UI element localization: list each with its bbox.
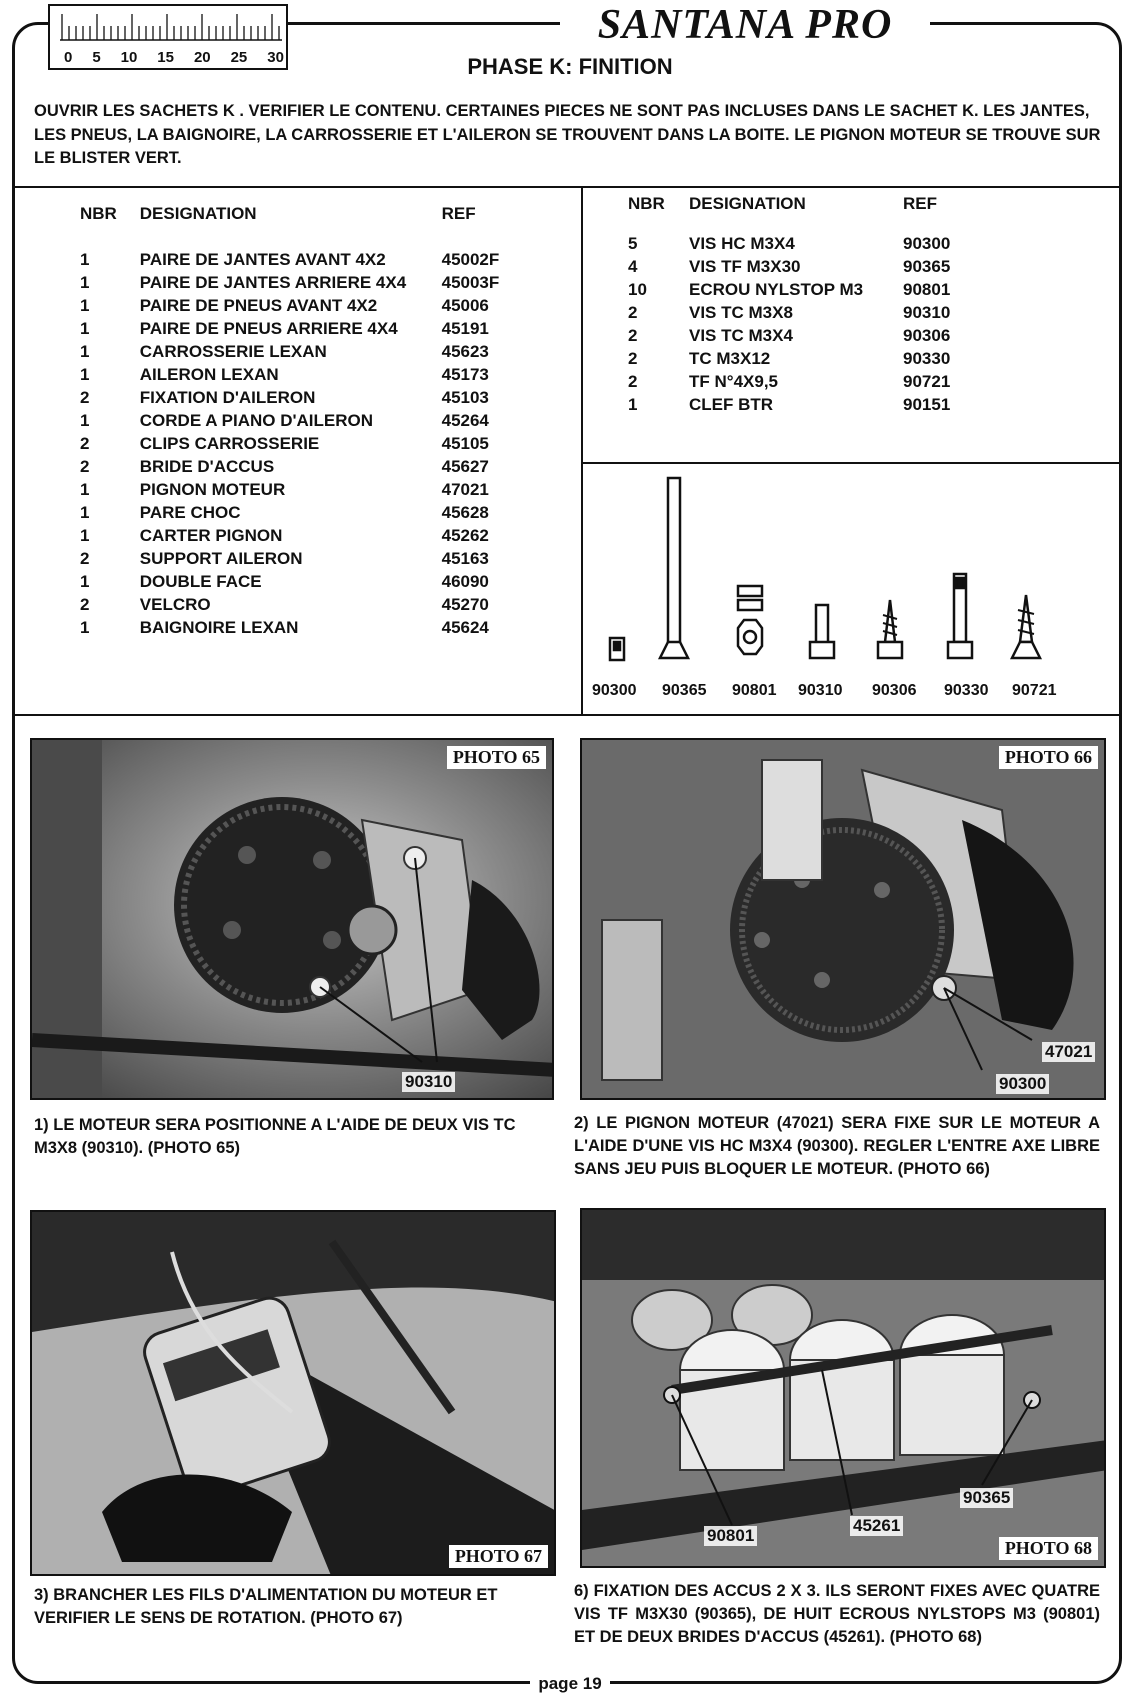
cell-nbr: 1 bbox=[80, 572, 90, 591]
nut-icon bbox=[738, 586, 762, 654]
header-nbr: NBR bbox=[80, 204, 117, 223]
drawing-label: 90300 bbox=[592, 682, 637, 699]
cell-designation: PARE CHOC bbox=[139, 503, 241, 522]
divider-vertical bbox=[581, 186, 583, 714]
photo-label: PHOTO 68 bbox=[999, 1537, 1098, 1560]
divider-photos bbox=[12, 714, 1122, 716]
photo-67-image bbox=[32, 1212, 556, 1576]
cell-ref: 90151 bbox=[903, 395, 951, 414]
cell-designation: PAIRE DE JANTES ARRIERE 4X4 bbox=[139, 273, 407, 292]
header-designation: DESIGNATION bbox=[689, 194, 806, 213]
ruler-mark: 20 bbox=[193, 49, 211, 66]
cell-nbr: 2 bbox=[80, 434, 90, 453]
cell-ref: 45002F bbox=[441, 250, 500, 269]
table-row bbox=[80, 386, 520, 409]
ruler-graphic bbox=[48, 4, 288, 70]
cell-designation: BRIDE D'ACCUS bbox=[139, 457, 275, 476]
cell-ref: 90300 bbox=[903, 234, 951, 253]
cell-nbr: 2 bbox=[80, 595, 90, 614]
cell-nbr: 10 bbox=[628, 280, 647, 299]
table-row bbox=[80, 455, 520, 478]
cell-nbr: 1 bbox=[80, 480, 90, 499]
table-row bbox=[80, 501, 520, 524]
cell-nbr: 1 bbox=[628, 395, 638, 414]
drawing-label: 90306 bbox=[872, 682, 917, 699]
photo-label: PHOTO 65 bbox=[447, 746, 546, 769]
parts-table bbox=[80, 204, 520, 639]
drawing-label: 90801 bbox=[732, 682, 777, 699]
cell-ref: 47021 bbox=[441, 480, 489, 499]
drawing-label: 90310 bbox=[798, 682, 843, 699]
hardware-table bbox=[628, 194, 1068, 416]
cell-ref: 45163 bbox=[441, 549, 489, 568]
table-row bbox=[80, 248, 520, 271]
header-ref: REF bbox=[903, 194, 937, 213]
cell-nbr: 1 bbox=[80, 365, 90, 384]
part-callout: 45261 bbox=[850, 1516, 903, 1536]
cell-nbr: 1 bbox=[80, 342, 90, 361]
brand-title: SANTANA PRO bbox=[560, 0, 930, 50]
table-row bbox=[80, 524, 520, 547]
cell-designation: VIS TC M3X4 bbox=[689, 326, 793, 345]
button-screw-icon bbox=[810, 605, 834, 658]
cell-designation: BAIGNOIRE LEXAN bbox=[139, 618, 299, 637]
cell-ref: 45264 bbox=[441, 411, 489, 430]
cell-nbr: 1 bbox=[80, 273, 90, 292]
table-row bbox=[80, 294, 520, 317]
cell-designation: TF N°4X9,5 bbox=[689, 372, 778, 391]
ruler-mark: 10 bbox=[120, 49, 138, 66]
cell-ref: 90365 bbox=[903, 257, 951, 276]
photo-66-image bbox=[582, 740, 1106, 1100]
cell-nbr: 5 bbox=[628, 234, 638, 253]
cell-designation: CARROSSERIE LEXAN bbox=[139, 342, 327, 361]
ruler-mark: 30 bbox=[267, 49, 284, 66]
ruler-mark: 25 bbox=[230, 49, 248, 66]
long-button-screw-icon bbox=[948, 574, 972, 658]
ruler-mark: 5 bbox=[92, 49, 101, 66]
table-row bbox=[80, 570, 520, 593]
cell-ref: 45103 bbox=[441, 388, 489, 407]
cell-designation: TC M3X12 bbox=[689, 349, 771, 368]
cell-ref: 45628 bbox=[441, 503, 489, 522]
cell-designation: FIXATION D'AILERON bbox=[139, 388, 316, 407]
table-row bbox=[80, 340, 520, 363]
photo-label: PHOTO 67 bbox=[449, 1545, 548, 1568]
photo-66 bbox=[580, 738, 1106, 1100]
cell-ref: 45270 bbox=[441, 595, 489, 614]
cell-designation: PAIRE DE PNEUS AVANT 4X2 bbox=[139, 296, 378, 315]
cell-designation: VELCRO bbox=[139, 595, 211, 614]
table-row bbox=[628, 347, 1068, 370]
cell-nbr: 2 bbox=[628, 303, 638, 322]
cell-ref: 45003F bbox=[441, 273, 500, 292]
table-row bbox=[628, 324, 1068, 347]
set-screw-icon bbox=[610, 638, 624, 660]
divider-hardware bbox=[583, 462, 1122, 464]
ruler-labels bbox=[64, 49, 284, 66]
cell-ref: 90721 bbox=[903, 372, 951, 391]
cell-designation: CLIPS CARROSSERIE bbox=[139, 434, 320, 453]
step-6-caption: 6) FIXATION DES ACCUS 2 X 3. ILS SERONT FIXES AVEC QUATRE VIS TF M3X30 (90365), DE HUIT ECROUS NYLSTOPS M3 (90801) ET DE DEUX BRIDES D'ACCUS (45261). (PHOTO 68) bbox=[574, 1582, 1100, 1646]
cell-ref: 45624 bbox=[441, 618, 489, 637]
table-row bbox=[628, 370, 1068, 393]
cell-ref: 45623 bbox=[441, 342, 489, 361]
cell-ref: 46090 bbox=[441, 572, 489, 591]
parts-table-header bbox=[80, 204, 520, 224]
drawing-label: 90330 bbox=[944, 682, 989, 699]
cell-nbr: 2 bbox=[628, 326, 638, 345]
cell-nbr: 1 bbox=[80, 503, 90, 522]
cell-designation: PIGNON MOTEUR bbox=[139, 480, 286, 499]
photo-68 bbox=[580, 1208, 1106, 1568]
table-row bbox=[80, 409, 520, 432]
cell-nbr: 1 bbox=[80, 618, 90, 637]
header-ref: REF bbox=[441, 204, 476, 223]
photo-67 bbox=[30, 1210, 556, 1576]
cell-ref: 45627 bbox=[441, 457, 489, 476]
header-designation: DESIGNATION bbox=[139, 204, 257, 223]
photo-65-image bbox=[32, 740, 554, 1100]
cell-nbr: 1 bbox=[80, 296, 90, 315]
cell-ref: 45006 bbox=[441, 296, 489, 315]
cell-designation: PAIRE DE JANTES AVANT 4X2 bbox=[139, 250, 386, 269]
cell-nbr: 2 bbox=[80, 549, 90, 568]
hardware-drawings bbox=[590, 470, 1070, 675]
intro-text: OUVRIR LES SACHETS K . VERIFIER LE CONTENU. CERTAINES PIECES NE SONT PAS INCLUSES DANS LE SACHET K. LES JANTES, LES PNEUS, LA BAIGNOIRE, LA CARROSSERIE ET L'AILERON SE TROUVENT DANS LA BOITE. LE PIGNON MOTEUR SE TROUVE SUR LE BLISTER VERT. bbox=[34, 102, 1101, 167]
cell-nbr: 2 bbox=[628, 372, 638, 391]
table-row bbox=[80, 593, 520, 616]
cell-designation: CARTER PIGNON bbox=[139, 526, 283, 545]
cell-nbr: 4 bbox=[628, 257, 638, 276]
table-row bbox=[628, 393, 1068, 416]
table-row bbox=[628, 301, 1068, 324]
drawing-label: 90721 bbox=[1012, 682, 1057, 699]
cell-designation: VIS HC M3X4 bbox=[689, 234, 795, 253]
table-row bbox=[80, 478, 520, 501]
step-2-caption: 2) LE PIGNON MOTEUR (47021) SERA FIXE SUR LE MOTEUR A L'AIDE D'UNE VIS HC M3X4 (90300). REGLER L'ENTRE AXE LIBRE SANS JEU PUIS BLOQUER LE MOTEUR. (PHOTO 66) bbox=[574, 1114, 1100, 1178]
countersunk-screw-icon bbox=[660, 478, 688, 658]
table-row bbox=[628, 232, 1068, 255]
cell-nbr: 2 bbox=[80, 388, 90, 407]
part-callout: 47021 bbox=[1042, 1042, 1095, 1062]
cell-ref: 45262 bbox=[441, 526, 489, 545]
cell-ref: 45191 bbox=[441, 319, 489, 338]
short-screw-icon bbox=[878, 600, 902, 658]
part-callout: 90300 bbox=[996, 1074, 1049, 1094]
cell-designation: CLEF BTR bbox=[689, 395, 774, 414]
table-row bbox=[80, 432, 520, 455]
part-callout: 90310 bbox=[402, 1072, 455, 1092]
table-row bbox=[628, 255, 1068, 278]
cell-nbr: 2 bbox=[628, 349, 638, 368]
cell-ref: 45105 bbox=[441, 434, 489, 453]
cell-nbr: 1 bbox=[80, 411, 90, 430]
table-row bbox=[80, 616, 520, 639]
ruler-ticks bbox=[50, 6, 290, 46]
cell-designation: AILERON LEXAN bbox=[139, 365, 279, 384]
header-nbr: NBR bbox=[628, 194, 665, 213]
table-row bbox=[80, 317, 520, 340]
drawing-label: 90365 bbox=[662, 682, 707, 699]
cell-designation: VIS TC M3X8 bbox=[689, 303, 793, 322]
cell-ref: 90330 bbox=[903, 349, 951, 368]
cell-designation: CORDE A PIANO D'AILERON bbox=[139, 411, 374, 430]
cell-ref: 90310 bbox=[903, 303, 951, 322]
step-1-caption: 1) LE MOTEUR SERA POSITIONNE A L'AIDE DE DEUX VIS TC M3X8 (90310). (PHOTO 65) bbox=[34, 1116, 516, 1157]
hardware-table-header bbox=[628, 194, 1068, 214]
self-tapping-screw-icon bbox=[1012, 595, 1040, 658]
ruler-mark: 15 bbox=[157, 49, 174, 66]
cell-designation: DOUBLE FACE bbox=[139, 572, 262, 591]
cell-designation: ECROU NYLSTOP M3 bbox=[689, 280, 864, 299]
cell-designation: VIS TF M3X30 bbox=[689, 257, 801, 276]
table-row bbox=[628, 278, 1068, 301]
cell-ref: 90306 bbox=[903, 326, 951, 345]
divider-top bbox=[12, 186, 1122, 188]
table-row bbox=[80, 271, 520, 294]
photo-65 bbox=[30, 738, 554, 1100]
phase-title: PHASE K: FINITION bbox=[467, 54, 673, 79]
cell-designation: PAIRE DE PNEUS ARRIERE 4X4 bbox=[139, 319, 398, 338]
part-callout: 90365 bbox=[960, 1488, 1013, 1508]
table-row bbox=[80, 363, 520, 386]
cell-ref: 45173 bbox=[441, 365, 489, 384]
step-3-caption: 3) BRANCHER LES FILS D'ALIMENTATION DU MOTEUR ET VERIFIER LE SENS DE ROTATION. (PHOTO 67) bbox=[34, 1586, 498, 1627]
cell-ref: 90801 bbox=[903, 280, 951, 299]
photo-68-image bbox=[582, 1210, 1106, 1568]
ruler-mark: 0 bbox=[64, 49, 73, 66]
cell-designation: SUPPORT AILERON bbox=[139, 549, 303, 568]
page-number: page 19 bbox=[530, 1674, 610, 1694]
cell-nbr: 1 bbox=[80, 319, 90, 338]
cell-nbr: 1 bbox=[80, 526, 90, 545]
table-row bbox=[80, 547, 520, 570]
cell-nbr: 2 bbox=[80, 457, 90, 476]
part-callout: 90801 bbox=[704, 1526, 757, 1546]
cell-nbr: 1 bbox=[80, 250, 90, 269]
photo-label: PHOTO 66 bbox=[999, 746, 1098, 769]
